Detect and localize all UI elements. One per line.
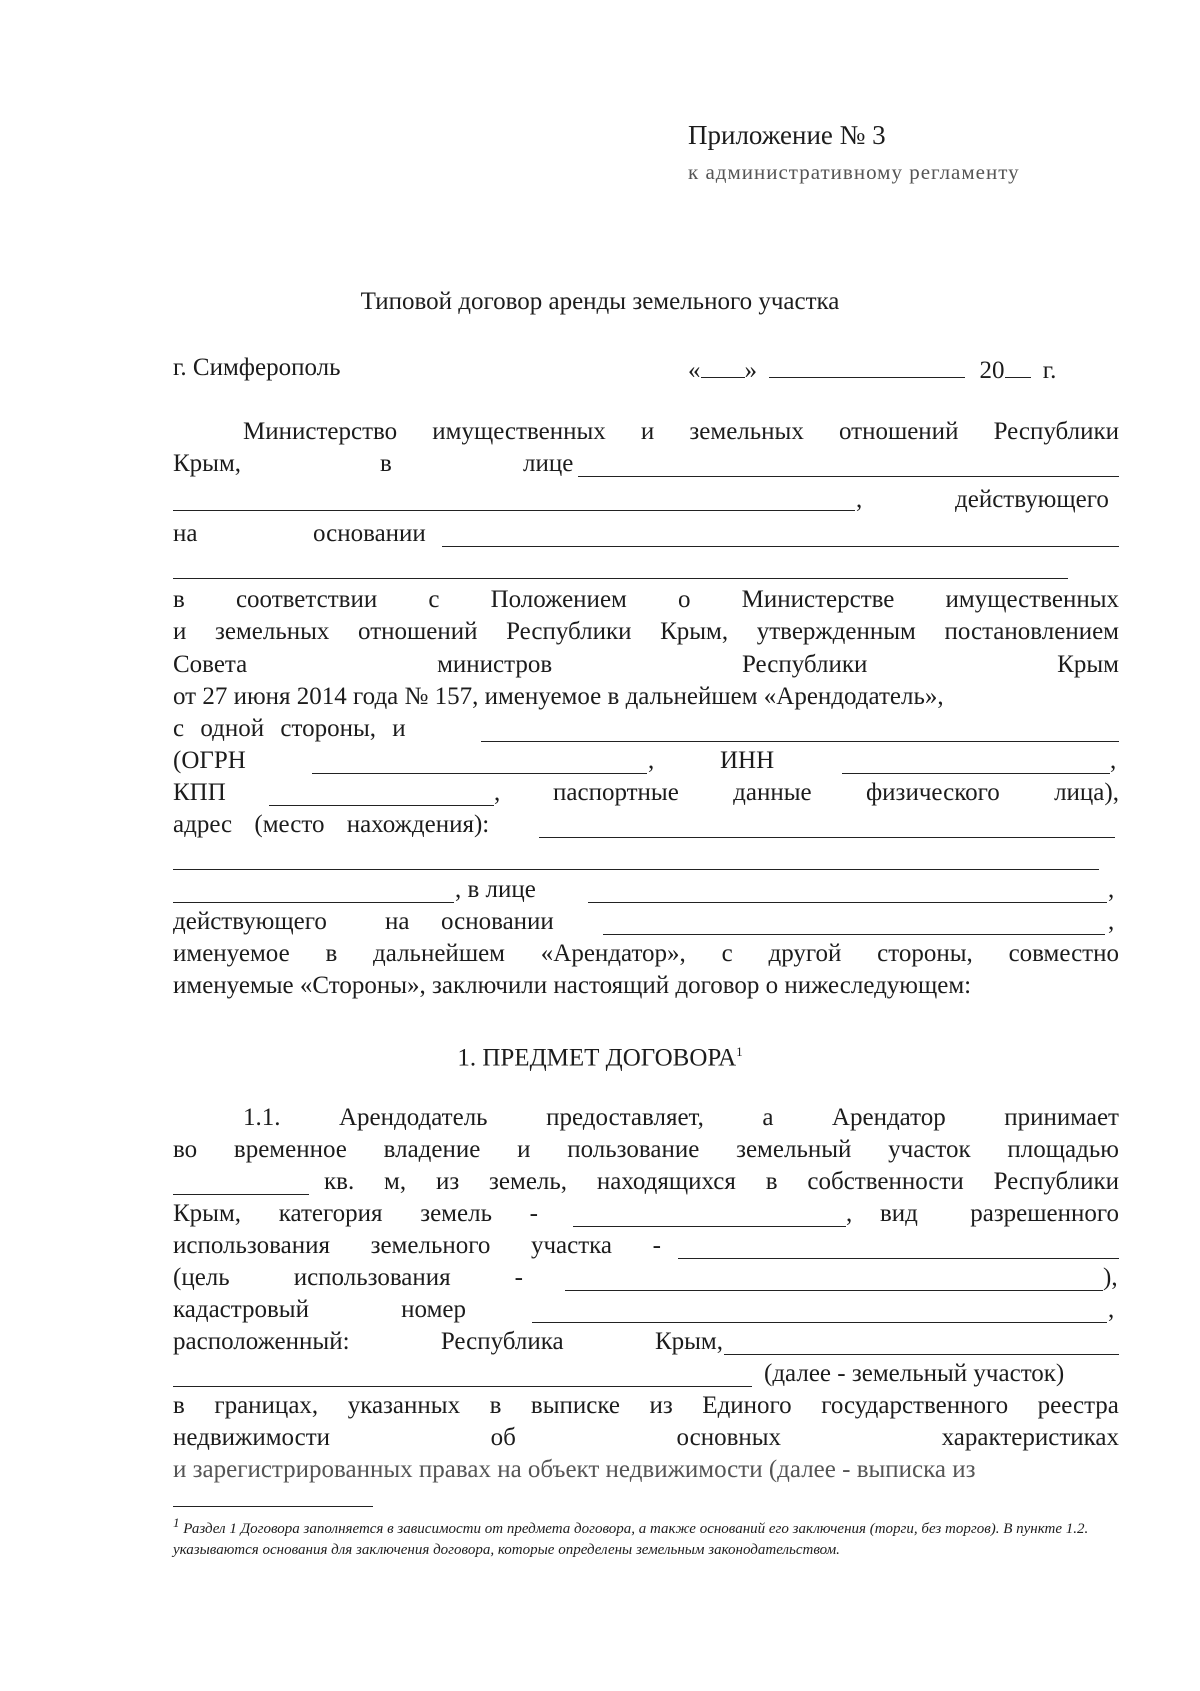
comma: , [846,1200,853,1227]
area-blank[interactable] [173,1194,309,1195]
footnote-mark[interactable]: 1 [736,1044,743,1059]
preamble-line-10 [173,714,406,744]
word: указанных [347,1392,461,1419]
word: использования [173,1232,330,1259]
word: Министерстве [741,586,895,613]
close-paren: ), [1103,1264,1118,1291]
clause-1-1-line-10 [173,1391,1119,1421]
footnote-separator [173,1506,373,1507]
word: основных [676,1424,782,1451]
word: участок [888,1136,971,1163]
clause-1-1-line-3 [324,1167,1119,1197]
preamble-line-7: и земельных отношений Республики Крым, утвержденным постановлением [173,618,1119,645]
year-suffix: г. [1042,357,1057,384]
permitted-use-blank[interactable] [678,1258,1119,1259]
word: совместно [1008,940,1119,967]
word: другой [768,940,842,967]
passport-line [553,778,1119,808]
preamble-line-18: именуемые «Стороны», заключили настоящий договор о нижеследующем: [173,972,972,999]
word: кв. [324,1168,355,1195]
document-title: Типовой договор аренды земельного участка [360,288,840,315]
word: кадастровый [173,1296,309,1323]
representative-blank-2[interactable] [173,510,855,511]
word: расположенный: [173,1328,350,1355]
word: характеристиках [941,1424,1119,1451]
word: Арендодатель [338,1104,488,1131]
word: Республики [993,1168,1119,1195]
footnote-number: 1 [173,1515,180,1530]
word: пользование [567,1136,700,1163]
address-label [173,810,489,840]
address-blank-2[interactable] [173,869,1099,870]
word: лице [523,450,574,477]
word: земель, [489,1168,568,1195]
word: земель [420,1200,492,1227]
word: во [173,1136,198,1163]
clause-number: 1.1. [243,1104,281,1131]
location-line [173,1327,723,1357]
word: о [677,586,691,613]
tenant-acting-line [173,907,554,937]
clause-1-1-line-11 [173,1423,1119,1453]
ogrn-label: (ОГРН [173,747,246,774]
word: в [173,586,185,613]
word: Единого [702,1392,792,1419]
comma: , [1108,1296,1115,1323]
representative-blank-1[interactable] [578,476,1119,477]
year-blank[interactable] [1005,353,1031,378]
cadastral-number-blank[interactable] [532,1322,1107,1323]
word: Положением [490,586,627,613]
purpose-blank[interactable] [565,1290,1103,1291]
word: собственности [807,1168,964,1195]
word: физического [865,779,1000,806]
word: и [392,715,406,742]
word: Арендатор [831,1104,946,1131]
preamble-line-9: от 27 июня 2014 года № 157, именуемое в дальнейшем «Арендодатель», [173,683,944,710]
word: основании [441,908,554,935]
location-blank-2[interactable] [173,1386,752,1387]
footnote-text: Раздел 1 Договора заполняется в зависимости от предмета договора, а также оснований его заключения (торги, без торгов). В пункте 1.2. указываются основания для заключения договора, которые определены земельным законодательством. [173,1521,1089,1558]
preamble-line-17 [173,939,1119,969]
word: и [640,418,655,445]
ogrn-blank[interactable] [312,773,647,774]
word: имущественных [432,418,606,445]
word: принимает [1004,1104,1119,1131]
word: - [514,1264,523,1291]
location-blank-1[interactable] [724,1354,1119,1355]
word: дальнейшем [373,940,505,967]
word: из [649,1392,673,1419]
comma: , [648,747,655,774]
address-blank-1[interactable] [539,837,1115,838]
tenant-rep-blank-1[interactable] [173,902,454,903]
word: стороны, [877,940,973,967]
comma: , [1108,876,1115,903]
comma: , [1108,908,1115,935]
word: данные [733,779,812,806]
in-person-label: , в лице [455,876,536,903]
date-close-quote: » [744,357,757,384]
word: Крым [1057,651,1119,678]
day-blank[interactable] [701,353,745,378]
word: владение [383,1136,481,1163]
word: с [428,586,440,613]
date-open-quote: « [688,357,701,384]
comma: , [494,779,501,806]
preamble-line-2 [173,449,1119,479]
word: находящихся [596,1168,736,1195]
kpp-blank[interactable] [269,805,494,806]
kpp-label: КПП [173,779,226,806]
word: в [173,1392,185,1419]
month-blank[interactable] [769,353,965,378]
word: Министерство [243,418,398,445]
word: в [489,1392,502,1419]
word: разрешенного [970,1200,1119,1227]
tenant-rep-blank-2[interactable] [588,902,1107,903]
word: земельный [736,1136,852,1163]
preamble-line-8 [173,650,1119,680]
clause-1-1-line-1 [243,1103,1119,1133]
word: адрес [173,811,233,838]
word: участка [530,1232,613,1259]
preamble-line-6 [173,585,1119,615]
word: паспортные [553,779,679,806]
word: предоставляет, [546,1104,704,1131]
basis-blank-1[interactable] [442,546,1119,547]
word: с [173,715,185,742]
word: границах, [214,1392,319,1419]
word: с [721,940,733,967]
word: нахождения): [346,811,490,838]
appendix-subtitle: к административному регламенту [688,160,1020,184]
word: имущественных [945,586,1119,613]
word: лица), [1054,779,1119,806]
purpose-line [173,1263,523,1293]
word: на [173,520,198,547]
comma: , [1110,747,1117,774]
word: отношений [838,418,959,445]
word: Крым, [173,450,242,477]
inn-blank[interactable] [842,773,1110,774]
word: Республика [440,1328,564,1355]
footnote [173,1512,1119,1561]
word: земельного [370,1232,491,1259]
word: номер [401,1296,466,1323]
word: действующего [173,908,327,935]
word: соответствии [235,586,378,613]
clause-1-1-line-12: и зарегистрированных правах на объект недвижимости (далее - выписка из [173,1456,976,1483]
section-heading [0,1037,1200,1073]
word: «Арендатор», [540,940,686,967]
word: земельных [689,418,804,445]
word: категория [278,1200,383,1227]
word: в [765,1168,778,1195]
section-heading-text: 1. ПРЕДМЕТ ДОГОВОРА [457,1044,737,1072]
word: основании [313,520,426,547]
acting-word: действующего [955,486,1109,513]
land-category-blank[interactable] [573,1226,846,1227]
basis-blank-2[interactable] [173,578,1068,579]
word: одной [200,715,265,742]
word: именуемое [173,940,290,967]
word: и [517,1136,531,1163]
word: из [435,1168,460,1195]
tenant-name-blank[interactable] [481,741,1119,742]
word: недвижимости [173,1424,331,1451]
word: а [762,1104,774,1131]
preamble-line-4 [173,519,426,549]
cadastral-line [173,1295,466,1325]
word: в [325,940,338,967]
word: об [490,1424,516,1451]
word: - [652,1232,661,1259]
use-line [173,1231,661,1261]
tenant-basis-blank[interactable] [603,934,1105,935]
word: государственного [821,1392,1009,1419]
inn-label: ИНН [720,747,775,774]
word: вид [880,1200,918,1227]
word: Республики [741,651,868,678]
word: м, [384,1168,407,1195]
word: Республики [993,418,1119,445]
word: Крым, [654,1328,723,1355]
appendix-number: Приложение № 3 [688,120,886,150]
word: реестра [1037,1392,1119,1419]
word: Крым, [173,1200,242,1227]
category-line [173,1199,538,1229]
word: на [385,908,410,935]
comma: , [856,486,863,513]
clause-1-1-line-2 [173,1135,1119,1165]
preamble-line-1 [243,417,1119,447]
permitted-use-label [880,1199,1119,1229]
word: Совета [173,651,248,678]
word: (место [254,811,325,838]
hereinafter-land-plot: (далее - земельный участок) [764,1360,1065,1387]
word: использования [293,1264,451,1291]
word: министров [437,651,553,678]
word: стороны, [280,715,376,742]
word: (цель [173,1264,230,1291]
word: в [380,450,392,477]
word: - [529,1200,538,1227]
word: площадью [1007,1136,1119,1163]
year-prefix: 20 [979,357,1005,384]
date-line [688,353,1056,386]
city: г. Симферополь [173,354,341,381]
word: выписке [530,1392,620,1419]
word: временное [233,1136,347,1163]
